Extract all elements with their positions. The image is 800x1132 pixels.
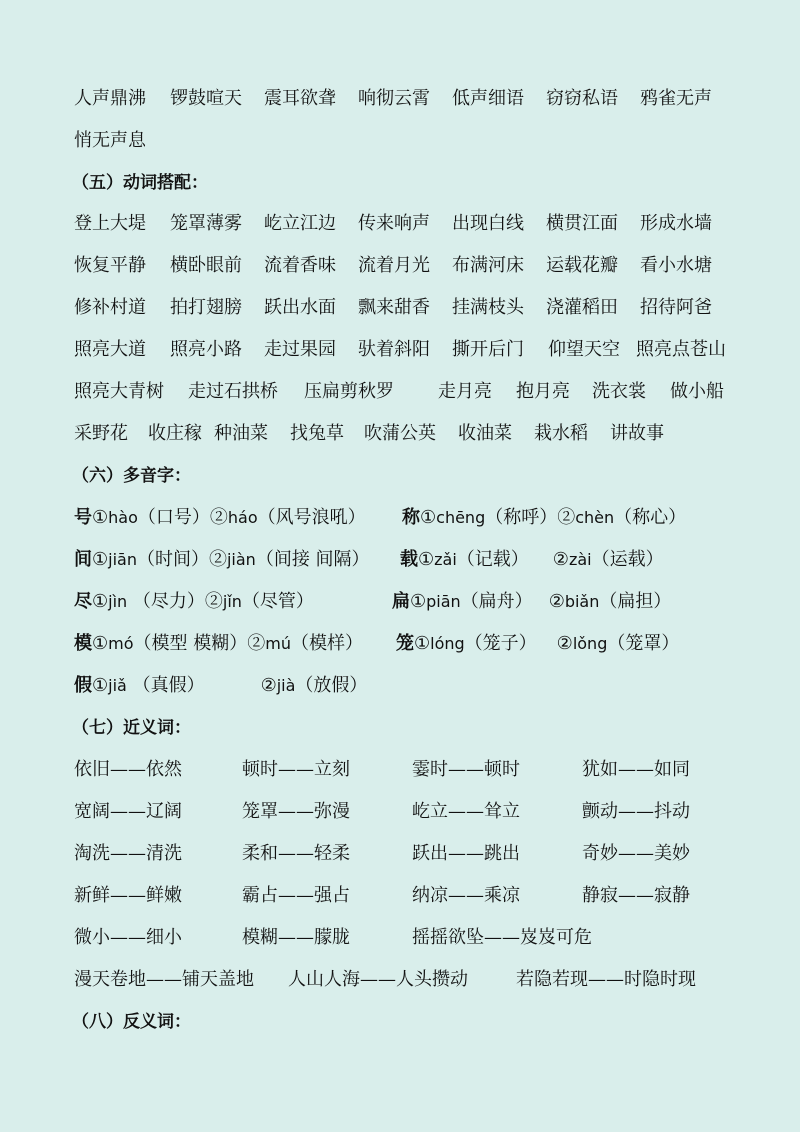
section-6-title: （六）多音字： xyxy=(72,466,191,486)
synonym-pair: 摇摇欲坠——岌岌可危 xyxy=(412,927,592,948)
pinyin: biǎn xyxy=(564,592,600,611)
word: 驮着斜阳 xyxy=(358,339,430,360)
word: 吹蒲公英 xyxy=(364,423,436,444)
word: 讲故事 xyxy=(610,423,664,444)
word: 流着香味 xyxy=(264,255,336,276)
word: 布满河床 xyxy=(452,255,524,276)
polyphone-entry xyxy=(392,589,671,615)
marker: ② xyxy=(556,633,573,654)
word: 修补村道 xyxy=(74,297,146,318)
synonym-pair: 颤动——抖动 xyxy=(582,801,690,822)
synonym-pair: 霎时——顿时 xyxy=(412,759,520,780)
word: 登上大堤 xyxy=(74,213,146,234)
pinyin: chèn xyxy=(575,508,615,527)
synonym-pair: 宽阔——辽阔 xyxy=(74,801,182,822)
word: 飘来甜香 xyxy=(358,297,430,318)
synonym-pair: 霸占——强占 xyxy=(242,885,350,906)
example: （笼罩） xyxy=(607,633,680,654)
word: 出现白线 xyxy=(452,213,524,234)
example: （模样） xyxy=(290,633,363,654)
example: （笼子） xyxy=(464,633,537,654)
word: 挂满枝头 xyxy=(452,297,524,318)
pinyin: jiān xyxy=(108,550,137,569)
marker: ① xyxy=(410,591,427,612)
example: （时间） xyxy=(136,549,209,570)
marker: ② xyxy=(552,549,569,570)
polyphone-char: 尽 xyxy=(74,591,92,612)
synonym-pair: 漫天卷地——铺天盖地 xyxy=(74,969,254,990)
pinyin: mó xyxy=(108,634,134,653)
marker: ② xyxy=(548,591,565,612)
word: 震耳欲聋 xyxy=(264,88,336,109)
word: 人声鼎沸 xyxy=(74,88,146,109)
synonym-pair: 新鲜——鲜嫩 xyxy=(74,885,182,906)
pinyin: piān xyxy=(426,592,461,611)
marker: ① xyxy=(92,675,109,696)
synonym-pair: 柔和——轻柔 xyxy=(242,843,350,864)
marker: ① xyxy=(92,507,109,528)
polyphone-entry xyxy=(74,505,366,531)
pinyin: háo xyxy=(227,508,258,527)
word: 栽水稻 xyxy=(534,423,588,444)
word: 种油菜 xyxy=(214,423,268,444)
marker: ① xyxy=(420,507,437,528)
synonym-pair: 模糊——朦胧 xyxy=(242,927,350,948)
synonym-pair: 人山人海——人头攒动 xyxy=(288,969,468,990)
polyphone-char: 号 xyxy=(74,507,92,528)
word: 恢复平静 xyxy=(74,255,146,276)
pinyin: jià xyxy=(276,676,296,695)
example: （模型 模糊） xyxy=(133,633,248,654)
synonym-pair: 奇妙——美妙 xyxy=(582,843,690,864)
example: （口号） xyxy=(137,507,210,528)
word: 收庄稼 xyxy=(148,423,202,444)
example: （称呼） xyxy=(485,507,558,528)
word: 照亮大青树 xyxy=(74,381,164,402)
section-8-title: （八）反义词： xyxy=(72,1012,191,1032)
example: （扁舟） xyxy=(460,591,533,612)
word: 撕开后门 xyxy=(452,339,524,360)
word: 锣鼓喧天 xyxy=(170,88,242,109)
synonym-pair: 若隐若现——时隐时现 xyxy=(516,969,696,990)
synonym-pair: 犹如——如同 xyxy=(582,759,690,780)
word: 窃窃私语 xyxy=(546,88,618,109)
word: 悄无声息 xyxy=(74,130,146,151)
marker: ① xyxy=(92,549,109,570)
word: 找兔草 xyxy=(290,423,344,444)
polyphone-char: 模 xyxy=(74,633,92,654)
pinyin: lǒng xyxy=(572,634,608,653)
synonym-pair: 纳凉——乘凉 xyxy=(412,885,520,906)
polyphone-char: 称 xyxy=(402,507,420,528)
synonym-pair: 屹立——耸立 xyxy=(412,801,520,822)
marker: ② xyxy=(557,507,576,528)
example: （放假） xyxy=(295,675,368,696)
marker: ② xyxy=(208,549,227,570)
polyphone-entry xyxy=(400,547,664,573)
word: 响彻云霄 xyxy=(358,88,430,109)
pinyin: jìn xyxy=(108,592,128,611)
example: （称心） xyxy=(614,507,687,528)
word: 运载花瓣 xyxy=(546,255,618,276)
pinyin: jiàn xyxy=(226,550,256,569)
word: 浇灌稻田 xyxy=(546,297,618,318)
synonym-pair: 淘洗——清洗 xyxy=(74,843,182,864)
pinyin: jǐn xyxy=(222,592,242,611)
word: 压扁剪秋罗 xyxy=(304,381,394,402)
marker: ① xyxy=(92,633,109,654)
example: （风号浪吼） xyxy=(257,507,366,528)
polyphone-char: 笼 xyxy=(396,633,414,654)
word: 仰望天空 xyxy=(548,339,620,360)
polyphone-entry xyxy=(402,505,686,531)
pinyin: mú xyxy=(265,634,291,653)
synonym-pair: 依旧——依然 xyxy=(74,759,182,780)
word: 看小水塘 xyxy=(640,255,712,276)
word: 跃出水面 xyxy=(264,297,336,318)
pinyin: zài xyxy=(568,550,592,569)
pinyin: zǎi xyxy=(434,550,457,569)
synonym-pair: 跃出——跳出 xyxy=(412,843,520,864)
polyphone-entry xyxy=(74,589,314,615)
word: 做小船 xyxy=(670,381,724,402)
example: （扁担） xyxy=(599,591,672,612)
synonym-pair: 微小——细小 xyxy=(74,927,182,948)
word: 横贯江面 xyxy=(546,213,618,234)
example: （尽管） xyxy=(241,591,314,612)
marker: ② xyxy=(247,633,266,654)
word: 走过果园 xyxy=(264,339,336,360)
synonym-pair: 顿时——立刻 xyxy=(242,759,350,780)
polyphone-entry xyxy=(74,547,370,573)
polyphone-char: 假 xyxy=(74,675,92,696)
polyphone-char: 间 xyxy=(74,549,92,570)
polyphone-entry xyxy=(74,673,367,699)
pinyin: lóng xyxy=(430,634,465,653)
word: 流着月光 xyxy=(358,255,430,276)
pinyin: jiǎ xyxy=(108,676,127,695)
word: 照亮大道 xyxy=(74,339,146,360)
polyphone-char: 扁 xyxy=(392,591,410,612)
example: （真假） xyxy=(126,675,205,696)
word: 横卧眼前 xyxy=(170,255,242,276)
marker: ② xyxy=(204,591,223,612)
pinyin: hào xyxy=(108,508,138,527)
word: 笼罩薄雾 xyxy=(170,213,242,234)
word: 招待阿爸 xyxy=(640,297,712,318)
polyphone-entry xyxy=(74,631,363,657)
marker: ① xyxy=(92,591,109,612)
word: 抱月亮 xyxy=(516,381,570,402)
polyphone-char: 载 xyxy=(400,549,418,570)
example: （记载） xyxy=(456,549,529,570)
word: 鸦雀无声 xyxy=(640,88,712,109)
marker: ② xyxy=(209,507,228,528)
example: （尽力） xyxy=(127,591,205,612)
word: 收油菜 xyxy=(458,423,512,444)
synonym-pair: 笼罩——弥漫 xyxy=(242,801,350,822)
word: 传来响声 xyxy=(358,213,430,234)
marker: ① xyxy=(414,633,431,654)
word: 屹立江边 xyxy=(264,213,336,234)
word: 形成水墙 xyxy=(640,213,712,234)
marker: ② xyxy=(260,675,277,696)
word: 走月亮 xyxy=(438,381,492,402)
section-7-title: （七）近义词： xyxy=(72,718,191,738)
word: 走过石拱桥 xyxy=(188,381,278,402)
marker: ① xyxy=(418,549,435,570)
pinyin: chēng xyxy=(436,508,486,527)
word: 采野花 xyxy=(74,423,128,444)
word: 低声细语 xyxy=(452,88,524,109)
polyphone-entry xyxy=(396,631,679,657)
section-5-title: （五）动词搭配： xyxy=(72,173,208,193)
word: 拍打翅膀 xyxy=(170,297,242,318)
example: （运载） xyxy=(591,549,664,570)
example: （间接 间隔） xyxy=(255,549,370,570)
word: 照亮点苍山 xyxy=(636,339,726,360)
synonym-pair: 静寂——寂静 xyxy=(582,885,690,906)
word: 照亮小路 xyxy=(170,339,242,360)
word: 洗衣裳 xyxy=(592,381,646,402)
